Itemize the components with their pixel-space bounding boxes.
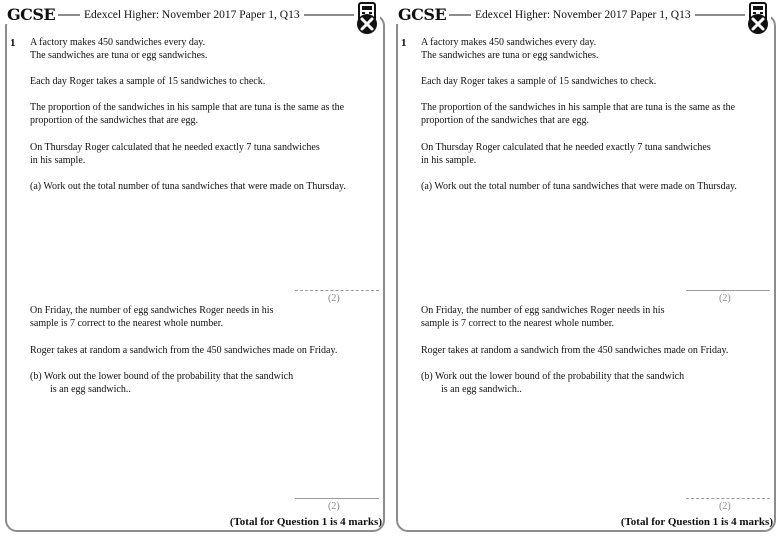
sample-text: Each day Roger takes a sample of 15 sandwiches to check. xyxy=(30,76,266,87)
question-number: 1 xyxy=(401,37,407,49)
answer-line-b[interactable] xyxy=(686,498,770,499)
part-a-text: (a) Work out the total number of tuna sandwiches that were made on Thursday. xyxy=(30,181,346,192)
gcse-logo: GCSE xyxy=(395,5,449,24)
part-b-text: (b) Work out the lower bound of the probability that the sandwich is an egg sandwich.. xyxy=(30,371,294,395)
part-b-marks: (2) xyxy=(719,501,731,512)
friday-text: On Friday, the number of egg sandwiches Roger needs in his sample is 7 correct to the nearest whole number. xyxy=(421,305,665,329)
question-panel-left xyxy=(0,0,388,536)
part-b-text: (b) Work out the lower bound of the probability that the sandwich is an egg sandwich.. xyxy=(421,371,685,395)
answer-line-a[interactable] xyxy=(295,290,379,291)
proportion-text: The proportion of the sandwiches in his sample that are tuna is the same as the proportion of the sandwiches that are egg. xyxy=(30,102,345,126)
part-a-text: (a) Work out the total number of tuna sandwiches that were made on Thursday. xyxy=(421,181,737,192)
answer-line-a[interactable] xyxy=(686,290,770,291)
panel-border xyxy=(5,14,385,532)
question-intro: A factory makes 450 sandwiches every day. The sandwiches are tuna or egg sandwiches. xyxy=(421,37,599,61)
paper-title: Edexcel Higher: November 2017 Paper 1, Q13 xyxy=(471,9,695,21)
random-sandwich-text: Roger takes at random a sandwich from the 450 sandwiches made on Friday. xyxy=(30,345,338,356)
answer-line-b[interactable] xyxy=(295,498,379,499)
random-sandwich-text: Roger takes at random a sandwich from the 450 sandwiches made on Friday. xyxy=(421,345,729,356)
part-a-marks: (2) xyxy=(719,293,731,304)
thursday-text: On Thursday Roger calculated that he needed exactly 7 tuna sandwiches in his sample. xyxy=(30,142,320,166)
question-number: 1 xyxy=(10,37,16,49)
sample-text: Each day Roger takes a sample of 15 sandwiches to check. xyxy=(421,76,657,87)
friday-text: On Friday, the number of egg sandwiches Roger needs in his sample is 7 correct to the nearest whole number. xyxy=(30,305,274,329)
total-marks: (Total for Question 1 is 4 marks) xyxy=(229,516,382,528)
part-a-marks: (2) xyxy=(328,293,340,304)
gcse-logo: GCSE xyxy=(4,5,58,24)
part-b-marks: (2) xyxy=(328,501,340,512)
paper-title: Edexcel Higher: November 2017 Paper 1, Q13 xyxy=(80,9,304,21)
thursday-text: On Thursday Roger calculated that he needed exactly 7 tuna sandwiches in his sample. xyxy=(421,142,711,166)
calculator-crossed-icon xyxy=(354,2,380,36)
calculator-crossed-icon xyxy=(745,2,771,36)
question-intro: A factory makes 450 sandwiches every day. The sandwiches are tuna or egg sandwiches. xyxy=(30,37,208,61)
question-panel-right xyxy=(391,0,779,536)
panel-border xyxy=(396,14,776,532)
total-marks: (Total for Question 1 is 4 marks) xyxy=(620,516,773,528)
proportion-text: The proportion of the sandwiches in his sample that are tuna is the same as the proportion of the sandwiches that are egg. xyxy=(421,102,736,126)
